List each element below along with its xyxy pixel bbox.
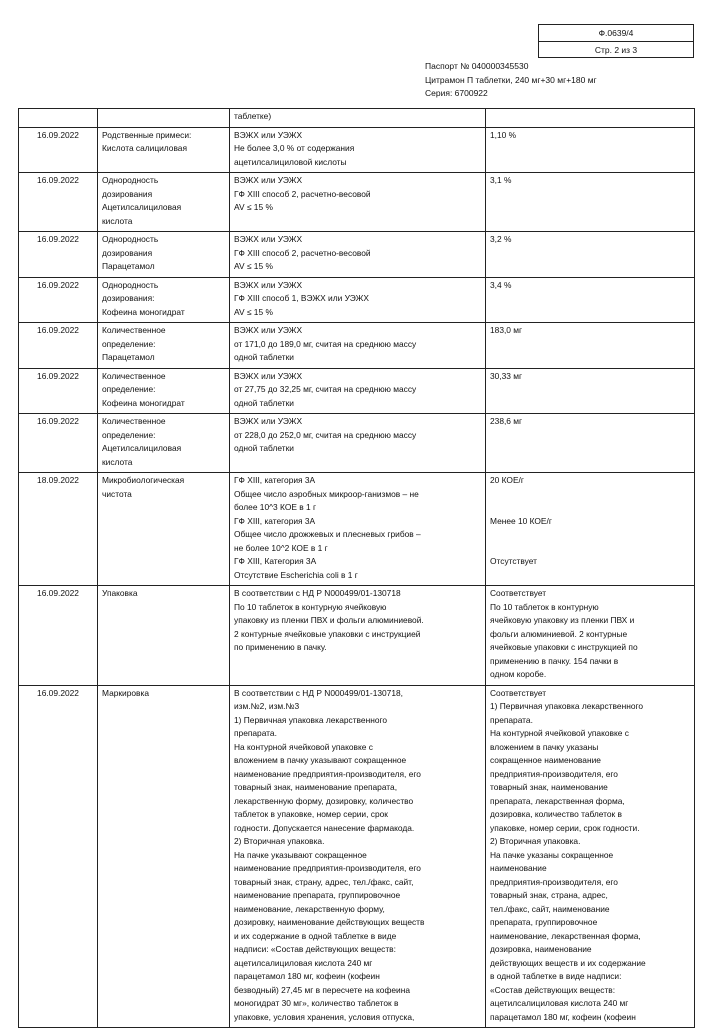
test-line: Ацетилсалициловая: [102, 202, 182, 212]
table-row: [19, 232, 695, 278]
result-line: товарный знак, страна, адрес,: [490, 890, 608, 900]
result-line: По 10 таблеток в контурную: [490, 601, 599, 612]
result-cell: [486, 109, 695, 128]
test-name-cell: [98, 232, 230, 278]
result-line: товарный знак, наименование: [490, 782, 608, 792]
result-line: [490, 501, 690, 515]
spec-line: парацетамол 180 мг, кофеин (кофеин: [234, 971, 380, 981]
spec-line: ВЭЖХ или УЭЖХ: [234, 234, 303, 244]
result-line: Отсутствует: [490, 556, 537, 566]
spec-line: ВЭЖХ или УЭЖХ: [234, 279, 303, 290]
result-line: 1,10 %: [490, 129, 517, 140]
result-line: наименование: [490, 863, 547, 873]
spec-line: таблеток в упаковке, номер серии, срок: [234, 809, 388, 819]
spec-line: ВЭЖХ или УЭЖХ: [234, 175, 303, 185]
test-line: определение:: [102, 384, 156, 394]
result-line: [490, 569, 690, 583]
test-line: Кислота салициловая: [102, 143, 187, 153]
date-cell: 16.09.2022: [19, 277, 98, 323]
spec-line: Общее число аэробных микроор-ганизмов – не: [234, 488, 419, 499]
spec-line: 2 контурные ячейковые упаковки с инструкцией: [234, 628, 421, 639]
test-line: Количественное: [102, 370, 166, 381]
table-row: [19, 173, 695, 232]
date-cell: 16.09.2022: [19, 232, 98, 278]
test-line: Количественное: [102, 416, 166, 426]
test-name-cell: [98, 414, 230, 473]
test-name-cell: [98, 685, 230, 1028]
result-line: наименование, лекарственная форма,: [490, 930, 641, 941]
result-line: упаковке, номер серии, срок годности.: [490, 822, 640, 833]
specification-cell: [230, 414, 486, 473]
spec-line: Не более 3,0 % от содержания: [234, 143, 355, 153]
date-cell: 16.09.2022: [19, 173, 98, 232]
spec-line: одной таблетки: [234, 443, 294, 453]
table-row: [19, 473, 695, 586]
spec-line: лекарственную форму, дозировку, количество: [234, 795, 414, 806]
result-line: [490, 528, 690, 542]
test-line: Парацетамол: [102, 352, 155, 362]
spec-line: ГФ XIII, Категория 3А: [234, 556, 317, 566]
table-row: [19, 368, 695, 414]
result-cell: [486, 368, 695, 414]
spec-line: товарный знак, наименование препарата,: [234, 782, 398, 792]
result-line: На пачке указаны сокращенное: [490, 849, 614, 860]
result-line: действующих веществ и их содержание: [490, 957, 646, 968]
date-cell: 18.09.2022: [19, 473, 98, 586]
test-name-cell: [98, 368, 230, 414]
result-line: 20 КОЕ/г: [490, 475, 524, 485]
specification-cell: [230, 173, 486, 232]
result-line: 238,6 мг: [490, 416, 523, 426]
result-line: одном коробе.: [490, 669, 547, 679]
spec-line: Отсутствие Escherichia coli в 1 г: [234, 569, 358, 580]
spec-line: наименование предприятия-производителя, его: [234, 863, 421, 873]
result-cell: [486, 473, 695, 586]
test-name-cell: [98, 323, 230, 369]
spec-line: дозировку, наименование действующих веществ: [234, 917, 425, 927]
date-cell: [19, 109, 98, 128]
test-line: Маркировка: [102, 687, 149, 698]
test-line: Количественное: [102, 325, 166, 335]
spec-line: На пачке указывают сокращенное: [234, 849, 367, 860]
spec-line: 2) Вторичная упаковка.: [234, 836, 325, 846]
spec-line: наименование препарата, группировочное: [234, 890, 401, 900]
spec-line: 1) Первичная упаковка лекарственного: [234, 714, 388, 725]
specification-cell: [230, 127, 486, 173]
date-cell: 16.09.2022: [19, 414, 98, 473]
table-row: [19, 586, 695, 686]
result-line: предприятия-производителя, его: [490, 768, 618, 779]
result-line: ацетилсалициловая кислота 240 мг: [490, 998, 629, 1008]
spec-line: AV ≤ 15 %: [234, 202, 273, 212]
spec-line: В соответствии с НД Р N000499/01-130718: [234, 588, 401, 598]
test-line: Кофеина моногидрат: [102, 397, 185, 408]
result-line: 3,4 %: [490, 279, 512, 290]
result-line: сокращенное наименование: [490, 755, 601, 765]
spec-line: AV ≤ 15 %: [234, 261, 273, 271]
result-cell: [486, 586, 695, 686]
spec-line: ВЭЖХ или УЭЖХ: [234, 370, 303, 381]
specification-cell: [230, 685, 486, 1028]
result-line: «Состав действующих веществ:: [490, 984, 616, 995]
result-line: ячейковую упаковку из пленки ПВХ и: [490, 615, 635, 625]
spec-line: товарный знак, страну, адрес, тел./факс, сайт,: [234, 876, 414, 887]
test-line: Упаковка: [102, 588, 138, 598]
spec-line: одной таблетки: [234, 352, 294, 362]
test-line: чистота: [102, 488, 132, 499]
spec-line: одной таблетки: [234, 397, 294, 408]
table-row: [19, 414, 695, 473]
spec-line: годности. Допускается нанесение фармакода.: [234, 822, 415, 833]
result-line: 1) Первичная упаковка лекарственного: [490, 701, 644, 711]
result-line: Соответствует: [490, 588, 547, 598]
result-line: На контурной ячейковой упаковке с: [490, 728, 629, 738]
test-line: кислота: [102, 456, 133, 467]
spec-line: наименование, лекарственную форму,: [234, 903, 385, 914]
result-line: препарата, группировочное: [490, 917, 598, 927]
spec-line: ГФ XIII, категория 3А: [234, 475, 316, 485]
test-name-cell: [98, 109, 230, 128]
date-cell: 16.09.2022: [19, 127, 98, 173]
result-line: [490, 542, 690, 556]
result-line: [490, 488, 690, 502]
test-name-cell: [98, 173, 230, 232]
test-line: определение:: [102, 429, 156, 440]
result-line: в одной таблетке в виде надписи:: [490, 971, 622, 981]
test-line: Родственные примеси:: [102, 129, 192, 140]
result-line: применению в пачку. 154 пачки в: [490, 655, 619, 666]
test-name-cell: [98, 277, 230, 323]
test-line: Однородность: [102, 234, 159, 244]
result-line: 3,1 %: [490, 175, 512, 185]
result-line: 3,2 %: [490, 234, 512, 244]
result-line: 30,33 мг: [490, 370, 523, 381]
spec-line: ГФ XIII, категория 3А: [234, 515, 316, 526]
form-code-box: [538, 24, 694, 58]
specification-cell: [230, 109, 486, 128]
result-line: дозировка, наименование: [490, 944, 592, 954]
test-line: дозирования: [102, 188, 153, 199]
result-line: ячейковые упаковки с инструкцией по: [490, 642, 638, 652]
spec-line: Общее число дрожжевых и плесневых грибов –: [234, 529, 421, 539]
table-row: [19, 109, 695, 128]
result-line: дозировка, количество таблеток в: [490, 809, 622, 819]
result-line: 2) Вторичная упаковка.: [490, 836, 581, 846]
test-line: Кофеина моногидрат: [102, 306, 185, 317]
spec-line: вложением в пачку указывают сокращенное: [234, 755, 407, 765]
result-line: предприятия-производителя, его: [490, 876, 618, 887]
series-number: Серия: 6700922: [425, 88, 488, 98]
test-results-table: [18, 108, 695, 1028]
specification-cell: [230, 277, 486, 323]
result-line: тел./факс, сайт, наименование: [490, 903, 610, 914]
result-cell: [486, 685, 695, 1028]
product-name: Цитрамон П таблетки, 240 мг+30 мг+180 мг: [425, 74, 597, 85]
spec-line: более 10^3 КОЕ в 1 г: [234, 502, 317, 512]
spec-line: ацетилсалициловая кислота 240 мг: [234, 957, 373, 968]
result-line: препарата.: [490, 714, 533, 725]
test-name-cell: [98, 586, 230, 686]
spec-line: ацетилсалициловой кислоты: [234, 156, 347, 167]
result-cell: [486, 173, 695, 232]
spec-line: от 27,75 до 32,25 мг, считая на среднюю массу: [234, 384, 417, 394]
spec-line: В соответствии с НД Р N000499/01-130718,: [234, 687, 403, 698]
document-header: [425, 60, 597, 101]
result-cell: [486, 414, 695, 473]
test-line: Однородность: [102, 175, 159, 185]
result-line: парацетамол 180 мг, кофеин (кофеин: [490, 1011, 636, 1022]
table-row: [19, 685, 695, 1028]
date-cell: 16.09.2022: [19, 323, 98, 369]
specification-cell: [230, 586, 486, 686]
form-code: Ф.0639/4: [539, 25, 693, 42]
result-line: вложением в пачку указаны: [490, 741, 599, 752]
test-line: дозирования:: [102, 293, 155, 303]
spec-line: ВЭЖХ или УЭЖХ: [234, 325, 303, 335]
test-name-cell: [98, 473, 230, 586]
result-cell: [486, 127, 695, 173]
result-line: Соответствует: [490, 687, 547, 698]
spec-line: не более 10^2 КОЕ в 1 г: [234, 542, 328, 553]
specification-cell: [230, 368, 486, 414]
date-cell: 16.09.2022: [19, 685, 98, 1028]
spec-line: наименование предприятия-производителя, его: [234, 768, 421, 779]
spec-line: ГФ XIII способ 2, расчетно-весовой: [234, 247, 371, 258]
date-cell: 16.09.2022: [19, 368, 98, 414]
spec-line: препарата.: [234, 728, 277, 738]
test-line: определение:: [102, 338, 156, 349]
spec-line: от 171,0 до 189,0 мг, считая на среднюю массу: [234, 338, 417, 349]
result-line: 183,0 мг: [490, 325, 523, 335]
table-row: [19, 323, 695, 369]
result-line: фольги алюминиевой. 2 контурные: [490, 628, 628, 639]
table-row: [19, 127, 695, 173]
test-line: кислота: [102, 215, 133, 226]
spec-line: ГФ XIII способ 2, расчетно-весовой: [234, 188, 371, 199]
spec-line: таблетке): [234, 111, 272, 121]
test-line: Микробиологическая: [102, 475, 185, 485]
result-line: Менее 10 КОЕ/г: [490, 515, 552, 526]
spec-line: надписи: «Состав действующих веществ:: [234, 944, 396, 954]
test-line: Однородность: [102, 279, 159, 290]
test-line: Ацетилсалициловая: [102, 443, 182, 453]
test-line: дозирования: [102, 247, 153, 258]
specification-cell: [230, 232, 486, 278]
result-line: препарата, лекарственная форма,: [490, 795, 625, 806]
passport-number: Паспорт № 040000345530: [425, 61, 529, 71]
test-name-cell: [98, 127, 230, 173]
spec-line: и их содержание в одной таблетке в виде: [234, 930, 397, 941]
result-cell: [486, 232, 695, 278]
spec-line: по применению в пачку.: [234, 642, 327, 652]
test-line: Парацетамол: [102, 261, 155, 271]
specification-cell: [230, 473, 486, 586]
date-cell: 16.09.2022: [19, 586, 98, 686]
spec-line: упаковку из пленки ПВХ и фольги алюминиевой.: [234, 615, 424, 625]
spec-line: По 10 таблеток в контурную ячейковую: [234, 601, 387, 612]
specification-cell: [230, 323, 486, 369]
spec-line: изм.№2, изм.№3: [234, 701, 300, 711]
result-cell: [486, 323, 695, 369]
spec-line: ВЭЖХ или УЭЖХ: [234, 129, 303, 140]
result-cell: [486, 277, 695, 323]
spec-line: моногидрат 30 мг», количество таблеток в: [234, 998, 399, 1008]
spec-line: На контурной ячейковой упаковке с: [234, 741, 373, 752]
spec-line: ГФ XIII способ 1, ВЭЖХ или УЭЖХ: [234, 293, 369, 303]
spec-line: от 228,0 до 252,0 мг, считая на среднюю массу: [234, 429, 417, 440]
spec-line: AV ≤ 15 %: [234, 306, 273, 317]
table-row: [19, 277, 695, 323]
spec-line: безводный) 27,45 мг в пересчете на кофеина: [234, 984, 410, 995]
page-number: Стр. 2 из 3: [594, 45, 638, 55]
spec-line: ВЭЖХ или УЭЖХ: [234, 416, 303, 426]
spec-line: упаковке, условия хранения, условия отпуска,: [234, 1011, 415, 1022]
